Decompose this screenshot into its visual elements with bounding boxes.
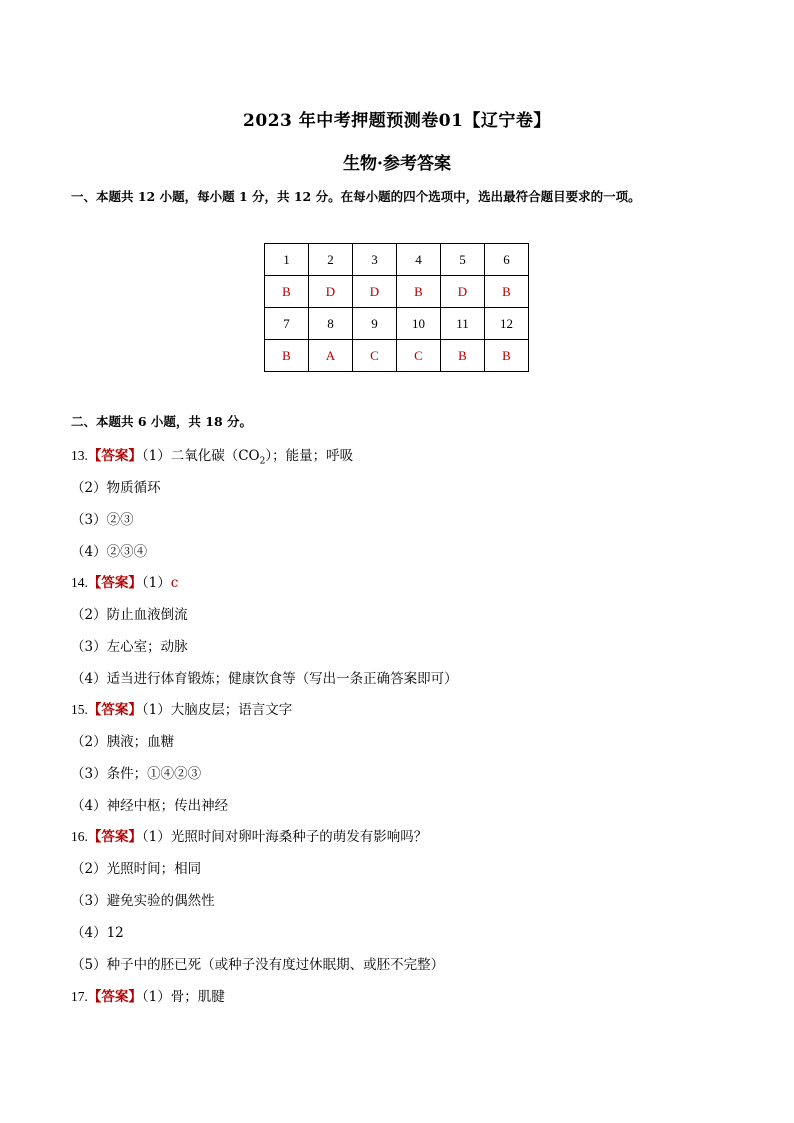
answer-label: 【答案】 (87, 829, 142, 845)
answer-cell: B (485, 276, 529, 308)
question-number: 8 (309, 308, 353, 340)
question-number: 5 (441, 244, 485, 276)
answer-label: 【答案】 (87, 575, 142, 591)
answer-text: （1） (141, 575, 171, 591)
question-number: 10 (397, 308, 441, 340)
answer-part: （4）12 (71, 925, 124, 941)
table-row (265, 276, 529, 308)
answer-cell: B (397, 276, 441, 308)
question-label: 14. (71, 575, 88, 590)
answer-part: （3）②③ (71, 512, 134, 528)
table-row (265, 308, 529, 340)
q13-answer (71, 444, 353, 467)
question-number: 4 (397, 244, 441, 276)
answer-part: （3）左心室；动脉 (71, 639, 188, 655)
table-row (265, 340, 529, 372)
answer-part: （4）②③④ (71, 544, 148, 560)
answer-text: c (170, 575, 179, 591)
answer-label: 【答案】 (87, 448, 142, 464)
answer-cell: D (353, 276, 397, 308)
answer-cell: D (309, 276, 353, 308)
answer-text: （1）光照时间对卵叶海桑种子的萌发有影响吗？ (141, 829, 428, 845)
answer-label: 【答案】 (87, 702, 142, 718)
q15-answer (71, 698, 292, 718)
answer-cell: B (441, 340, 485, 372)
page-subtitle: 生物·参考答案 (343, 154, 451, 174)
q17-answer (71, 985, 225, 1005)
answer-text: （1）骨；肌腱 (141, 989, 225, 1005)
answer-part: （3）条件；①④②③ (71, 766, 202, 782)
answer-part: （2）防止血液倒流 (71, 607, 188, 623)
answer-part: （2）胰液；血糖 (71, 734, 175, 750)
question-label: 16. (71, 829, 88, 844)
answer-cell: C (397, 340, 441, 372)
answer-table (264, 243, 529, 372)
question-number: 2 (309, 244, 353, 276)
answer-cell: C (353, 340, 397, 372)
section-2-heading: 二、本题共 6 小题，共 18 分。 (71, 414, 253, 429)
answer-label: 【答案】 (87, 989, 142, 1005)
answer-text: （1）大脑皮层；语言文字 (141, 702, 293, 718)
q16-answer (71, 825, 427, 845)
answer-part: （4）适当进行体育锻炼；健康饮食等（写出一条正确答案即可） (71, 671, 458, 687)
answer-part: （2）光照时间；相同 (71, 861, 202, 877)
subscript: 2 (259, 456, 266, 467)
q14-answer (71, 571, 178, 591)
question-number: 9 (353, 308, 397, 340)
table-row (265, 244, 529, 276)
question-number: 6 (485, 244, 529, 276)
answer-part: （2）物质循环 (71, 480, 161, 496)
answer-part: （3）避免实验的偶然性 (71, 893, 215, 909)
question-number: 12 (485, 308, 529, 340)
answer-part: （5）种子中的胚已死（或种子没有度过休眠期、或胚不完整） (71, 957, 445, 973)
question-number: 1 (265, 244, 309, 276)
question-number: 7 (265, 308, 309, 340)
question-label: 15. (71, 702, 88, 717)
section-1-heading: 一、本题共 12 小题，每小题 1 分，共 12 分。在每小题的四个选项中，选出最符合题目要求的一项。 (71, 189, 641, 204)
page-title: 2023 年中考押题预测卷01【辽宁卷】 (243, 111, 551, 131)
answer-cell: B (265, 340, 309, 372)
answer-cell: B (485, 340, 529, 372)
answer-cell: D (441, 276, 485, 308)
question-label: 17. (71, 989, 88, 1004)
question-number: 11 (441, 308, 485, 340)
question-label: 13. (71, 448, 88, 463)
answer-text: ）；能量；呼吸 (265, 448, 354, 464)
answer-text: （1）二氧化碳（CO (141, 448, 260, 464)
answer-part: （4）神经中枢；传出神经 (71, 798, 229, 814)
answer-cell: A (309, 340, 353, 372)
answer-cell: B (265, 276, 309, 308)
question-number: 3 (353, 244, 397, 276)
